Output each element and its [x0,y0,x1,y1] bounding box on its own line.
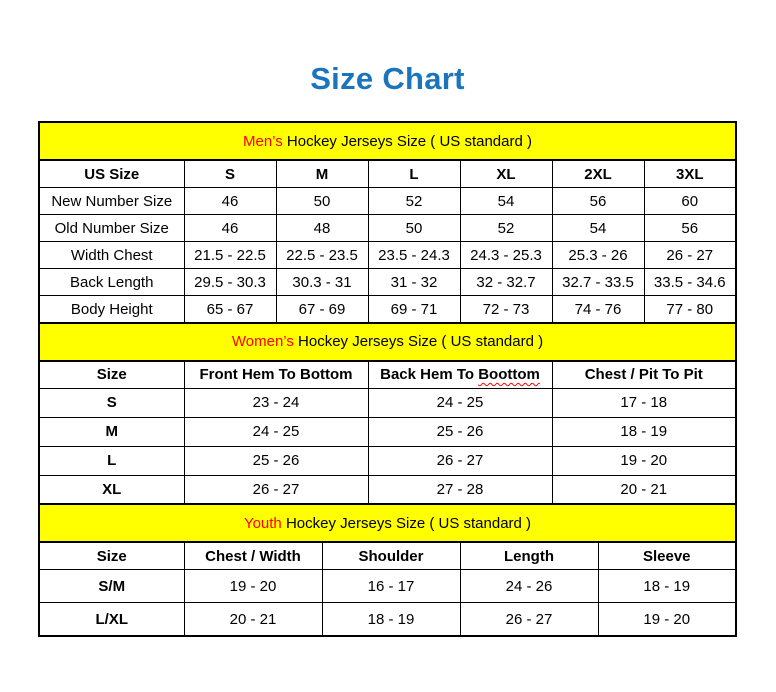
womens-value-cell: 27 - 28 [368,475,552,505]
mens-row-0 [39,188,736,215]
mens-band-row [39,122,736,160]
mens-value-cell: 74 - 76 [552,296,644,324]
womens-column-header-2 [368,361,552,389]
mens-column-header-5: 2XL [552,160,644,188]
mens-value-cell: 54 [460,188,552,215]
womens-band-title [39,323,736,361]
mens-value-cell: 32.7 - 33.5 [552,269,644,296]
womens-value-cell: 26 - 27 [368,446,552,475]
womens-value-cell: 24 - 25 [184,417,368,446]
page [38,58,737,637]
mens-column-header-6: 3XL [644,160,736,188]
youth-value-cell: 18 - 19 [322,603,460,637]
mens-row-label: Old Number Size [39,215,184,242]
mens-value-cell: 21.5 - 22.5 [184,242,276,269]
womens-column-header-1: Front Hem To Bottom [184,361,368,389]
womens-column-header-text: Back Hem To [380,366,479,383]
mens-band-rest-text: Hockey Jerseys Size ( US standard ) [282,132,532,150]
youth-value-cell: 24 - 26 [460,570,598,603]
womens-value-cell: 23 - 24 [184,388,368,417]
womens-band-row [39,323,736,361]
mens-size-table [38,121,737,324]
womens-column-header-row [39,361,736,389]
mens-value-cell: 54 [552,215,644,242]
mens-band-title [39,122,736,160]
mens-column-header-0: US Size [39,160,184,188]
youth-value-cell: 20 - 21 [184,603,322,637]
youth-row-1 [39,603,736,637]
mens-row-label: Body Height [39,296,184,324]
womens-row-1 [39,417,736,446]
youth-band-accent-text: Youth [243,514,282,532]
mens-value-cell: 32 - 32.7 [460,269,552,296]
mens-value-cell: 22.5 - 23.5 [276,242,368,269]
womens-value-cell: 20 - 21 [552,475,736,505]
youth-size-table [38,503,737,637]
mens-value-cell: 72 - 73 [460,296,552,324]
youth-value-cell: 19 - 20 [598,603,736,637]
womens-row-0 [39,388,736,417]
mens-value-cell: 50 [368,215,460,242]
youth-value-cell: 26 - 27 [460,603,598,637]
youth-column-header-1: Chest / Width [184,542,322,570]
mens-value-cell: 50 [276,188,368,215]
womens-band-rest-text: Hockey Jerseys Size ( US standard ) [293,333,544,350]
womens-value-cell: 19 - 20 [552,446,736,475]
mens-column-header-3: L [368,160,460,188]
size-chart-tables [38,121,737,637]
mens-value-cell: 25.3 - 26 [552,242,644,269]
youth-row-0 [39,570,736,603]
womens-value-cell: 18 - 19 [552,417,736,446]
womens-column-header-3: Chest / Pit To Pit [552,361,736,389]
mens-value-cell: 56 [552,188,644,215]
youth-band-title [39,504,736,542]
womens-value-cell: 17 - 18 [552,388,736,417]
mens-row-1 [39,215,736,242]
womens-row-2 [39,446,736,475]
youth-row-label: L/XL [39,603,184,637]
womens-row-label: XL [39,475,184,505]
mens-value-cell: 69 - 71 [368,296,460,324]
mens-value-cell: 24.3 - 25.3 [460,242,552,269]
womens-value-cell: 26 - 27 [184,475,368,505]
mens-row-3 [39,269,736,296]
mens-column-header-2: M [276,160,368,188]
womens-band-accent-text: Women’s [231,333,294,350]
mens-value-cell: 77 - 80 [644,296,736,324]
youth-column-header-2: Shoulder [322,542,460,570]
youth-value-cell: 16 - 17 [322,570,460,603]
page-title: Size Chart [310,61,465,96]
mens-column-header-1: S [184,160,276,188]
womens-value-cell: 25 - 26 [184,446,368,475]
mens-row-label: Width Chest [39,242,184,269]
youth-band-rest-text: Hockey Jerseys Size ( US standard ) [281,514,532,532]
mens-value-cell: 26 - 27 [644,242,736,269]
mens-column-header-4: XL [460,160,552,188]
mens-value-cell: 33.5 - 34.6 [644,269,736,296]
mens-value-cell: 56 [644,215,736,242]
mens-value-cell: 60 [644,188,736,215]
womens-column-header-0: Size [39,361,184,389]
youth-value-cell: 18 - 19 [598,570,736,603]
youth-band-row [39,504,736,542]
mens-value-cell: 65 - 67 [184,296,276,324]
womens-row-label: L [39,446,184,475]
mens-value-cell: 52 [368,188,460,215]
mens-value-cell: 31 - 32 [368,269,460,296]
mens-value-cell: 29.5 - 30.3 [184,269,276,296]
mens-value-cell: 23.5 - 24.3 [368,242,460,269]
mens-band-accent-text: Men’s [242,132,283,150]
mens-value-cell: 48 [276,215,368,242]
youth-column-header-3: Length [460,542,598,570]
womens-size-table [38,322,737,506]
womens-row-label: M [39,417,184,446]
mens-row-label: Back Length [39,269,184,296]
mens-row-2 [39,242,736,269]
womens-value-cell: 24 - 25 [368,388,552,417]
mens-value-cell: 30.3 - 31 [276,269,368,296]
womens-value-cell: 25 - 26 [368,417,552,446]
mens-value-cell: 67 - 69 [276,296,368,324]
mens-value-cell: 46 [184,188,276,215]
youth-column-header-4: Sleeve [598,542,736,570]
mens-value-cell: 46 [184,215,276,242]
youth-value-cell: 19 - 20 [184,570,322,603]
mens-row-4 [39,296,736,324]
womens-row-3 [39,475,736,505]
youth-column-header-0: Size [39,542,184,570]
womens-row-label: S [39,388,184,417]
misspelled-word: Boottom [478,366,540,383]
mens-value-cell: 52 [460,215,552,242]
youth-column-header-row [39,542,736,570]
youth-row-label: S/M [39,570,184,603]
mens-row-label: New Number Size [39,188,184,215]
mens-column-header-row [39,160,736,188]
